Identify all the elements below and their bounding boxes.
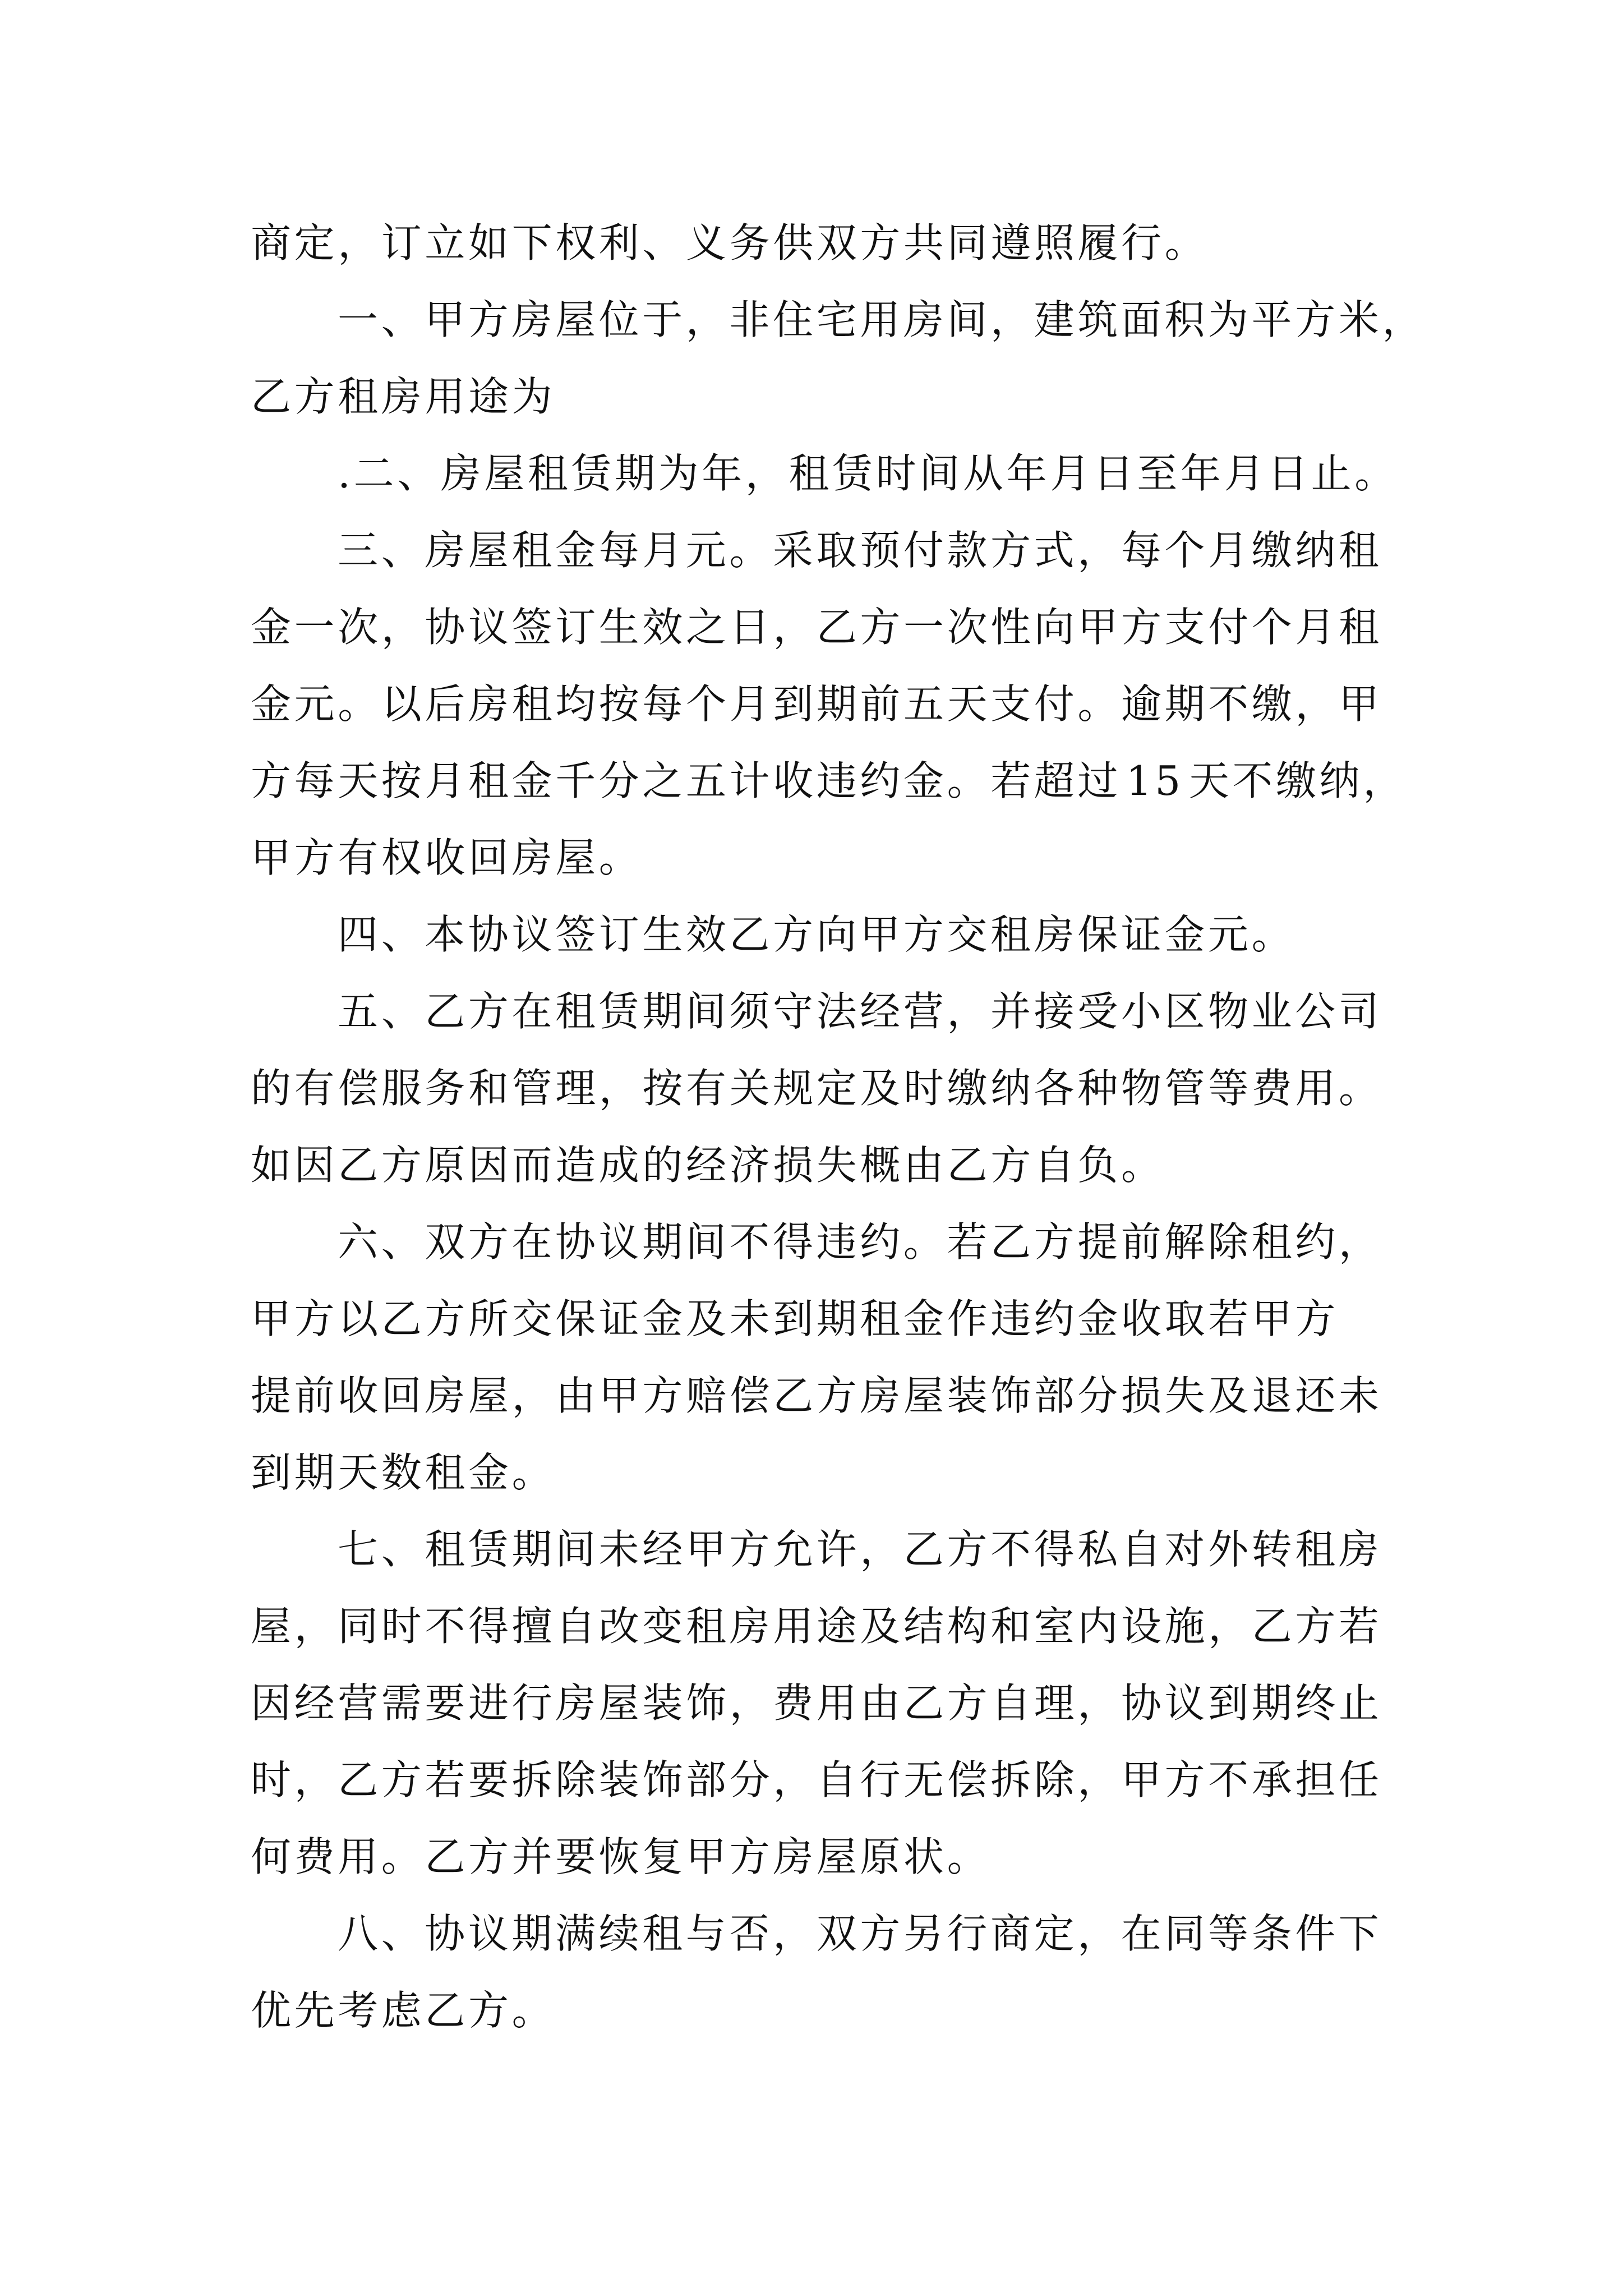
text-line: 商定，订立如下权利、义务供双方共同遵照履行。 — [251, 219, 1209, 266]
text-line: 甲方有权收回房屋。 — [251, 834, 643, 881]
clause-6 — [251, 1204, 1440, 1511]
text-line: 金元。以后房租均按每个月到期前五天支付。逾期不缴，甲 — [251, 680, 1382, 728]
text-line: 时，乙方若要拆除装饰部分，自行无偿拆除，甲方不承担任 — [251, 1756, 1382, 1803]
document-body — [251, 205, 1440, 2049]
text-line: 六、双方在协议期间不得违约。若乙方提前解除租约， — [338, 1218, 1382, 1266]
text-line: 八、协议期满续租与否，双方另行商定，在同等条件下 — [338, 1910, 1382, 1957]
text-line: 一、甲方房屋位于，非住宅用房间，建筑面积为平方米， — [338, 296, 1426, 343]
text-line: 因经营需要进行房屋装饰，费用由乙方自理，协议到期终止 — [251, 1680, 1382, 1727]
text-line: 五、乙方在租赁期间须守法经营，并接受小区物业公司 — [338, 988, 1382, 1035]
text-line: 乙方租房用途为 — [251, 373, 556, 420]
clause-5 — [251, 973, 1440, 1204]
text-line: 三、房屋租金每月元。采取预付款方式，每个月缴纳租 — [338, 527, 1382, 574]
text-line: 屋，同时不得擅自改变租房用途及结构和室内设施，乙方若 — [251, 1603, 1382, 1650]
text-line: 七、租赁期间未经甲方允许，乙方不得私自对外转租房 — [338, 1526, 1382, 1573]
clause-1 — [251, 282, 1440, 435]
clause-3 — [251, 512, 1440, 896]
text-line: 优先考虑乙方。 — [251, 1987, 556, 2034]
text-line: 的有偿服务和管理，按有关规定及时缴纳各种物管等费用。 — [251, 1065, 1382, 1112]
text-line: 何费用。乙方并要恢复甲方房屋原状。 — [251, 1833, 991, 1880]
text-line: 甲方以乙方所交保证金及未到期租金作违约金收取若甲方 — [251, 1295, 1339, 1342]
text-line: 金一次，协议签订生效之日，乙方一次性向甲方支付个月租 — [251, 604, 1382, 651]
clause-4 — [251, 896, 1440, 973]
text-line: .二、房屋租赁期为年，租赁时间从年月日至年月日止。 — [338, 450, 1398, 497]
text-line: 提前收回房屋，由甲方赔偿乙方房屋装饰部分损失及退还未 — [251, 1372, 1382, 1419]
clause-8 — [251, 1895, 1440, 2049]
text-line: 方每天按月租金千分之五计收违约金。若超过15天不缴纳， — [251, 757, 1407, 804]
text-line: 四、本协议签订生效乙方向甲方交租房保证金元。 — [338, 911, 1295, 958]
paragraph-preamble — [251, 205, 1440, 282]
clause-7 — [251, 1511, 1440, 1895]
text-line: 如因乙方原因而造成的经济损失概由乙方自负。 — [251, 1142, 1165, 1189]
text-line: 到期天数租金。 — [251, 1449, 556, 1496]
clause-2 — [251, 435, 1440, 512]
